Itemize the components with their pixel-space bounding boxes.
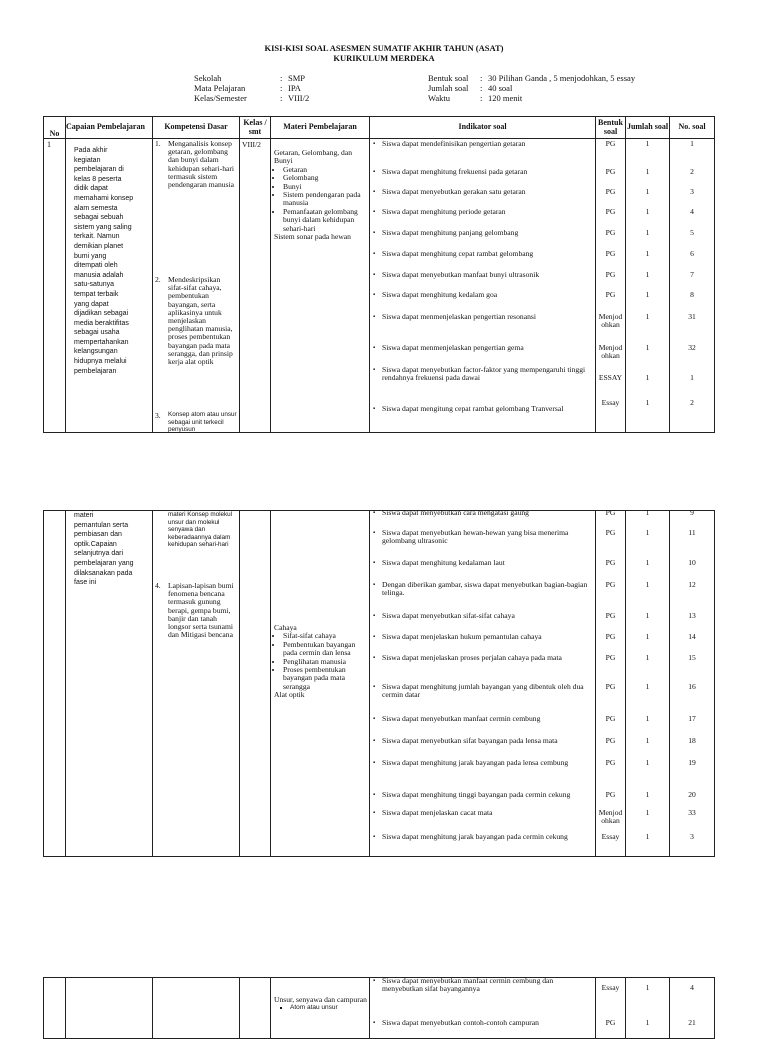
jumlah-soal: 1 xyxy=(645,790,650,799)
bullet-icon: ▪ xyxy=(373,613,376,619)
jumlah-soal: 1 xyxy=(645,580,650,589)
bentuk-soal: PG xyxy=(605,270,616,279)
nomor-soal: 14 xyxy=(688,632,696,641)
jumlah-soal: 1 xyxy=(645,398,650,407)
bentuk-soal: Essay xyxy=(601,398,620,407)
bullet-icon: ▪ xyxy=(373,230,376,236)
bentuk-soal: PG xyxy=(605,580,616,589)
col-kd: Kompetensi Dasar xyxy=(153,117,240,139)
indikator-text: ▪ Siswa dapat menjelaskan proses perjalan cahaya pada mata xyxy=(373,653,562,662)
bentuk-soal: PG xyxy=(605,558,616,567)
kelas-cell: VIII/2 xyxy=(240,139,271,433)
nomor-soal: 32 xyxy=(688,343,696,352)
indikator-text: ▪ Siswa dapat menghitung jarak bayangan pada lensa cembung xyxy=(373,758,569,767)
indikator-text: ▪ Siswa dapat menghitung panjang gelombang xyxy=(373,228,519,237)
bullet-icon: ▪ xyxy=(373,655,376,661)
bullet-icon: ▪ xyxy=(373,530,376,536)
indikator-text: ▪ Siswa dapat menghitung periode getaran xyxy=(373,207,506,216)
jumlah-soal: 1 xyxy=(645,1018,650,1027)
bullet-icon: ▪ xyxy=(373,272,376,278)
info-left: Sekolah : SMP Mata Pelajaran : IPA Kelas/Semester : VIII/2 xyxy=(194,73,310,103)
indikator-text: ▪ Siswa dapat menyebutkan hewan-hewan yang bisa menerima gelombang ultrasonic xyxy=(373,528,569,546)
jumlah-cell xyxy=(626,978,670,1039)
jumlah-soal: 1 xyxy=(645,187,650,196)
bullet-icon: ▪ xyxy=(373,406,376,412)
jumlah-soal: 1 xyxy=(645,611,650,620)
bentuk-soal: PG xyxy=(605,1018,616,1027)
jumlah-soal: 1 xyxy=(645,714,650,723)
indikator-text: ▪ Dengan diberikan gambar, siswa dapat menyebutkan bagian-bagian telinga. xyxy=(373,580,588,598)
jumlah-soal: 1 xyxy=(645,508,650,517)
bentuk-cell xyxy=(596,508,626,857)
indikator-text: ▪ Siswa dapat menyebutkan contoh-contoh campuran xyxy=(373,1018,539,1027)
nomor-soal: 9 xyxy=(690,508,694,517)
nomor-soal: 8 xyxy=(690,290,694,299)
bullet-icon: ▪ xyxy=(373,792,376,798)
jumlah-soal: 1 xyxy=(645,312,650,321)
nomor-soal: 1 xyxy=(690,373,694,382)
col-bentuk: Bentuk soal xyxy=(596,117,626,139)
nosoal-cell xyxy=(670,978,715,1039)
indikator-text: ▪ Siswa dapat mendefinisikan pengertian getaran xyxy=(373,139,526,148)
bentuk-soal: PG xyxy=(605,682,616,691)
nomor-soal: 33 xyxy=(688,808,696,817)
jumlah-soal: 1 xyxy=(645,249,650,258)
nomor-soal: 5 xyxy=(690,228,694,237)
bullet-icon: ▪ xyxy=(373,560,376,566)
indikator-text: ▪ Siswa dapat mengitung cepat rambat gelombang Tranversal xyxy=(373,404,564,413)
nomor-soal: 17 xyxy=(688,714,696,723)
jumlah-soal: 1 xyxy=(645,558,650,567)
indikator-text: ▪ Siswa dapat menghitung frekuensi pada getaran xyxy=(373,167,528,176)
nomor-soal: 10 xyxy=(688,558,696,567)
jumlah-soal: 1 xyxy=(645,808,650,817)
jumlah-soal: 1 xyxy=(645,207,650,216)
jumlah-soal: 1 xyxy=(645,373,650,382)
info-right: Bentuk soal : 30 Pilihan Ganda , 5 menjodohkan, 5 essay Jumlah soal : 40 soal Waktu : 120 menit xyxy=(428,73,636,103)
bullet-icon: ▪ xyxy=(373,251,376,257)
nomor-soal: 7 xyxy=(690,270,694,279)
header-row xyxy=(44,117,715,139)
indikator-text: ▪ Siswa dapat menmenjelaskan pengertian resonansi xyxy=(373,312,536,321)
nomor-soal: 3 xyxy=(690,832,694,841)
nomor-soal: 4 xyxy=(690,207,694,216)
indikator-cell xyxy=(370,139,596,433)
indikator-text: ▪ Siswa dapat menjelaskan cacat mata xyxy=(373,808,493,817)
col-kelas: Kelas / smt xyxy=(240,117,271,139)
materi-cell: Getaran, Gelombang, dan Bunyi • Getaran • Gelombang • Bunyi • Sistem pendengaran pada manusia • Pemanfaatan gelombang bunyi dalam kehidupan sehari-hari Sistem sonar pada hewan xyxy=(271,139,370,433)
bullet-icon: ▪ xyxy=(373,189,376,195)
jumlah-soal: 1 xyxy=(645,167,650,176)
bullet-icon: ▪ xyxy=(373,314,376,320)
indikator-text: ▪ Siswa dapat menghitung jarak bayangan pada cermin cekung xyxy=(373,832,568,841)
bullet-icon: ▪ xyxy=(373,345,376,351)
bentuk-soal: Menjod ohkan xyxy=(598,343,623,361)
nomor-soal: 6 xyxy=(690,249,694,258)
col-materi: Materi Pembelajaran xyxy=(271,117,370,139)
indikator-text: ▪ Siswa dapat menghitung tinggi bayangan pada cermin cekung xyxy=(373,790,571,799)
bentuk-soal: PG xyxy=(605,736,616,745)
nomor-soal: 2 xyxy=(690,398,694,407)
bentuk-soal: PG xyxy=(605,632,616,641)
bentuk-soal: PG xyxy=(605,653,616,662)
jumlah-cell xyxy=(626,139,670,433)
col-no: No xyxy=(44,117,66,139)
bullet-icon: ▪ xyxy=(373,1020,376,1026)
nomor-soal: 16 xyxy=(688,682,696,691)
bullet-icon: ▪ xyxy=(373,738,376,744)
bentuk-soal: PG xyxy=(605,228,616,237)
indikator-text: ▪ Siswa dapat menmenjelaskan pengertian gema xyxy=(373,343,524,352)
nomor-soal: 4 xyxy=(690,983,694,992)
kompetensi-cell: materi Konsep molekul unsur dan molekul senyawa dan keberadaannya dalam kehidupan sehari-hari 4. Lapisan-lapisan bumi fenomena bencana termasuk gunung berapi, gempa bumi, banjir dan tanah longsor serta tsunami dan Mitigasi bencana xyxy=(153,511,240,857)
row-no xyxy=(44,978,66,1039)
bullet-icon: ▪ xyxy=(373,834,376,840)
jumlah-soal: 1 xyxy=(645,290,650,299)
nosoal-cell xyxy=(670,508,715,857)
jumlah-soal: 1 xyxy=(645,632,650,641)
nomor-soal: 19 xyxy=(688,758,696,767)
bullet-icon: ▪ xyxy=(373,634,376,640)
kompetensi-cell: 1. Menganalisis konsep getaran, gelombang dan bunyi dalam kehidupan sehari-hari termasuk sistem pendengaran manusia 2. Mendeskripsikan sifat-sifat cahaya, pembentukan bayangan, serta aplikasinya untuk menjelaskan penglihatan manusia, proses pembentukan bayangan pada mata serangga, dan prinsip kerja alat optik 3. Konsep atom atau unsur sebagai unit terkecil penyusun xyxy=(153,139,240,433)
bullet-icon: ▪ xyxy=(373,582,376,588)
kompetensi-cell xyxy=(153,978,240,1039)
bentuk-cell xyxy=(596,978,626,1039)
jumlah-soal: 1 xyxy=(645,832,650,841)
indikator-text: ▪ Siswa dapat menjelaskan hukum pemantulan cahaya xyxy=(373,632,542,641)
row-no: 1 xyxy=(44,139,66,433)
bullet-icon: ▪ xyxy=(373,209,376,215)
capaian-cell: materi pemantulan serta pembiasan dan optik.Capaian selanjutnya dari pembelajaran yang dilaksanakan pada fase ini xyxy=(66,511,153,857)
jumlah-soal: 1 xyxy=(645,682,650,691)
bullet-icon: ▪ xyxy=(373,367,376,373)
bentuk-soal: Essay xyxy=(601,983,620,992)
capaian-cell xyxy=(66,978,153,1039)
bentuk-soal: PG xyxy=(605,508,616,517)
bullet-icon: ▪ xyxy=(373,760,376,766)
bentuk-cell xyxy=(596,139,626,433)
indikator-text: ▪ Siswa dapat menyebutkan sifat-sifat cahaya xyxy=(373,611,515,620)
indikator-text: ▪ Siswa dapat menyebutkan gerakan satu getaran xyxy=(373,187,526,196)
bentuk-soal: PG xyxy=(605,790,616,799)
col-indikator: Indikator soal xyxy=(370,117,596,139)
nomor-soal: 2 xyxy=(690,167,694,176)
bentuk-soal: PG xyxy=(605,249,616,258)
bentuk-soal: PG xyxy=(605,611,616,620)
bentuk-soal: PG xyxy=(605,758,616,767)
document-title: KISI-KISI SOAL ASESMEN SUMATIF AKHIR TAHUN (ASAT) xyxy=(264,43,504,53)
indikator-text: ▪ Siswa dapat menyebutkan manfaat bunyi ultrasonik xyxy=(373,270,540,279)
bullet-icon: ▪ xyxy=(373,141,376,147)
nomor-soal: 18 xyxy=(688,736,696,745)
col-nosoal: No. soal xyxy=(670,117,715,139)
nomor-soal: 20 xyxy=(688,790,696,799)
indikator-text: ▪ Siswa dapat menghitung kedalam goa xyxy=(373,290,498,299)
bentuk-soal: PG xyxy=(605,714,616,723)
bullet-icon: ▪ xyxy=(373,684,376,690)
jumlah-cell xyxy=(626,508,670,857)
indikator-text: ▪ Siswa dapat menyebutkan factor-faktor yang mempengaruhi tinggi rendahnya frekuensi pada dawai xyxy=(373,365,586,383)
table-row xyxy=(44,978,715,1039)
bullet-icon: ▪ xyxy=(373,510,376,516)
jumlah-soal: 1 xyxy=(645,270,650,279)
nosoal-cell xyxy=(670,139,715,433)
materi-cell: Cahaya • Sifat-sifat cahaya • Pembentukan bayangan pada cermin dan lensa • Penglihatan manusia • Proses pembentukan bayangan pada mata serangga Alat optik xyxy=(271,511,370,857)
bullet-icon: ▪ xyxy=(373,169,376,175)
bentuk-soal: Essay xyxy=(601,832,620,841)
kisi-table-3 xyxy=(43,977,715,1039)
jumlah-soal: 1 xyxy=(645,653,650,662)
jumlah-soal: 1 xyxy=(645,139,650,148)
bentuk-soal: Menjod ohkan xyxy=(598,808,623,826)
capaian-cell: Pada akhir kegiatan pembelajaran di kelas 8 peserta didik dapat memahami konsep alam semesta sebagai sebuah sistem yang saling terkait. Namun demikian planet bumi yang ditempati oleh manusia adalah satu-satunya tempat terbaik yang dapat dijadikan sebagai media beraktifitas sebagai usaha mempertahankan kelangsungan hidupnya melalui pembelajaran xyxy=(66,139,153,433)
indikator-text: ▪ Siswa dapat menyebutkan manfaat cermin cembung xyxy=(373,714,541,723)
kisi-table-1 xyxy=(43,116,715,433)
bullet-icon: ▪ xyxy=(373,810,376,816)
nomor-soal: 21 xyxy=(688,1018,696,1027)
nomor-soal: 13 xyxy=(688,611,696,620)
indikator-cell xyxy=(370,508,596,857)
nomor-soal: 1 xyxy=(690,139,694,148)
bentuk-soal: PG xyxy=(605,207,616,216)
kelas-cell xyxy=(240,511,271,857)
indikator-text: ▪ Siswa dapat menyebutkan manfaat cermin cembung dan menyebutkan sifat bayangannya xyxy=(373,976,554,994)
indikator-text: ▪ Siswa dapat menghitung cepat rambat gelombang xyxy=(373,249,534,258)
bullet-icon: ▪ xyxy=(373,978,376,984)
table-row xyxy=(44,139,715,433)
jumlah-soal: 1 xyxy=(645,736,650,745)
col-cp: Capaian Pembelajaran xyxy=(66,117,153,139)
indikator-text: ▪ Siswa dapat menyebutkan sifat bayangan pada lensa mata xyxy=(373,736,558,745)
nomor-soal: 11 xyxy=(688,528,696,537)
bentuk-soal: PG xyxy=(605,290,616,299)
indikator-text: ▪ Siswa dapat menghitung kedalaman laut xyxy=(373,558,505,567)
indikator-cell xyxy=(370,978,596,1039)
jumlah-soal: 1 xyxy=(645,758,650,767)
bentuk-soal: PG xyxy=(605,167,616,176)
jumlah-soal: 1 xyxy=(645,528,650,537)
bentuk-soal: Menjod ohkan xyxy=(598,312,623,330)
kelas-cell xyxy=(240,978,271,1039)
materi-cell: Unsur, senyawa dan campuran ▪ Atom atau unsur xyxy=(271,978,370,1039)
bullet-icon: ▪ xyxy=(373,716,376,722)
row-no xyxy=(44,511,66,857)
table-row xyxy=(44,511,715,857)
document-subtitle: KURIKULUM MERDEKA xyxy=(333,53,435,63)
nomor-soal: 12 xyxy=(688,580,696,589)
jumlah-soal: 1 xyxy=(645,228,650,237)
bentuk-soal: PG xyxy=(605,187,616,196)
indikator-text: ▪ Siswa dapat menghitung jumlah bayangan yang dibentuk oleh dua cermin datar xyxy=(373,682,584,700)
nomor-soal: 31 xyxy=(688,312,696,321)
kisi-table-2 xyxy=(43,510,715,857)
indikator-text: ▪ Siswa dapat menyebutkan cara mengatasi gaung xyxy=(373,508,529,517)
nomor-soal: 3 xyxy=(690,187,694,196)
bentuk-soal: ESSAY xyxy=(598,373,623,382)
bentuk-soal: PG xyxy=(605,528,616,537)
nomor-soal: 15 xyxy=(688,653,696,662)
jumlah-soal: 1 xyxy=(645,343,650,352)
jumlah-soal: 1 xyxy=(645,983,650,992)
bullet-icon: ▪ xyxy=(373,292,376,298)
col-jumlah: Jumlah soal xyxy=(626,117,670,139)
bentuk-soal: PG xyxy=(605,139,616,148)
